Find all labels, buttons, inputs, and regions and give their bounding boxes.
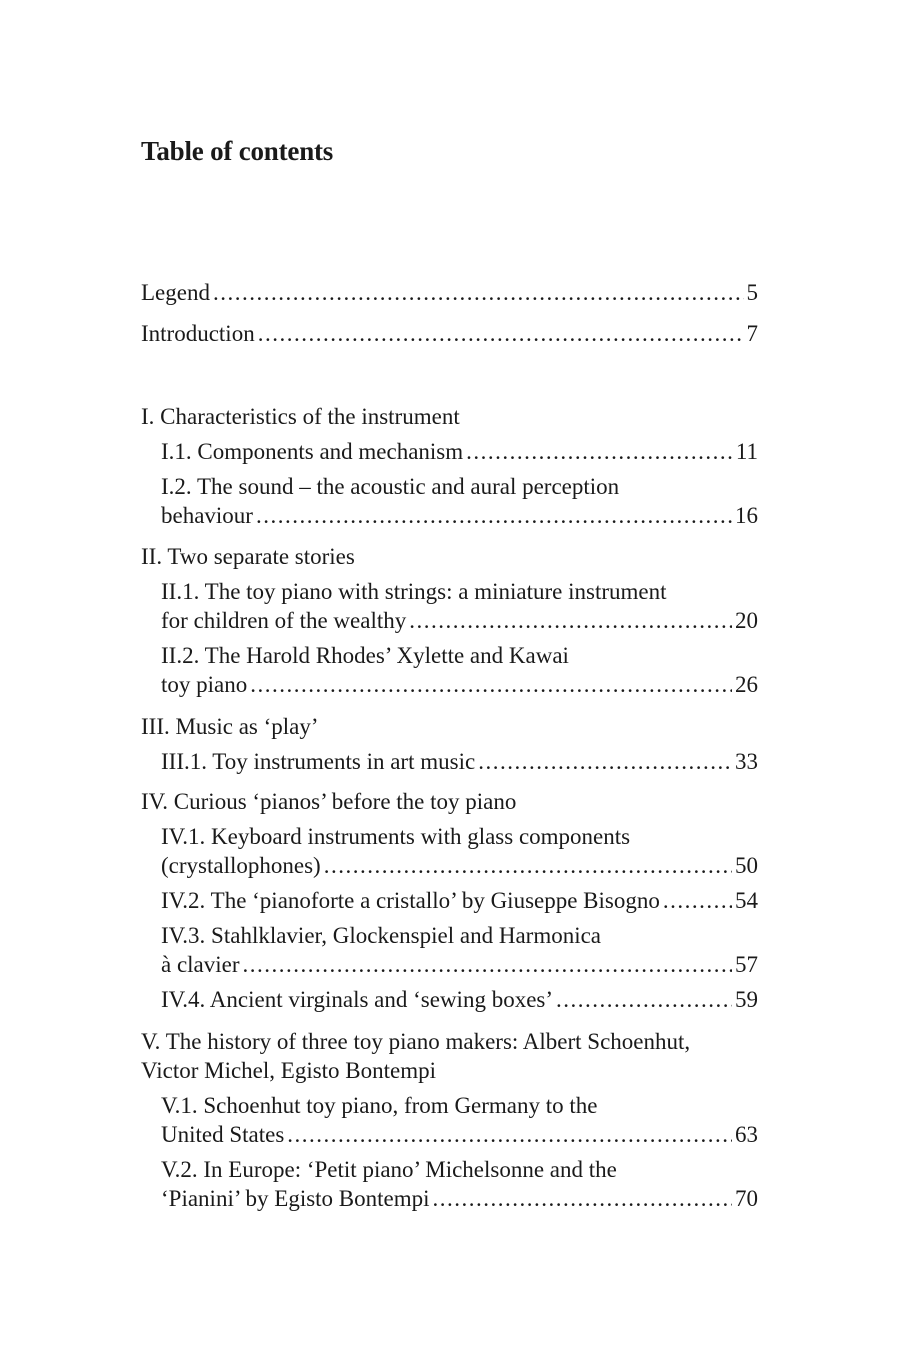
leader-dots bbox=[256, 501, 732, 530]
leader-dots bbox=[213, 278, 744, 307]
toc-entry-page: 16 bbox=[735, 503, 758, 528]
leader-dots bbox=[663, 886, 732, 915]
toc-entry-label: toy piano bbox=[161, 672, 248, 697]
toc-entry-line1[interactable]: IV.1. Keyboard instruments with glass components bbox=[161, 824, 631, 849]
toc-entry-label: Legend bbox=[141, 280, 210, 305]
toc-entry-line1[interactable]: V.1. Schoenhut toy piano, from Germany to the bbox=[161, 1093, 598, 1118]
toc-entry-page: 50 bbox=[735, 853, 758, 878]
toc-entry-line1[interactable]: II.1. The toy piano with strings: a miniature instrument bbox=[161, 579, 667, 604]
toc-entry-label: ‘Pianini’ by Egisto Bontempi bbox=[161, 1186, 430, 1211]
toc-entry-label: United States bbox=[161, 1122, 285, 1147]
toc-entry[interactable] bbox=[141, 670, 758, 699]
toc-entry[interactable] bbox=[141, 747, 758, 776]
chapter-heading[interactable]: V. The history of three toy piano makers: Albert Schoenhut, bbox=[141, 1029, 691, 1054]
chapter-2 bbox=[141, 542, 758, 699]
toc-entry-line1[interactable]: II.2. The Harold Rhodes’ Xylette and Kawai bbox=[161, 643, 569, 668]
leader-dots bbox=[258, 319, 744, 348]
chapter-1 bbox=[141, 402, 758, 530]
leader-dots bbox=[478, 747, 732, 776]
page-title: Table of contents bbox=[141, 136, 334, 166]
toc-entry-label: III.1. Toy instruments in art music bbox=[161, 749, 476, 774]
toc-entry-page: 33 bbox=[735, 749, 758, 774]
toc-entry-page: 11 bbox=[735, 439, 758, 464]
toc-entry-page: 26 bbox=[735, 672, 758, 697]
leader-dots bbox=[466, 437, 733, 466]
chapter-4 bbox=[141, 787, 758, 1014]
toc-entry-introduction[interactable] bbox=[141, 319, 758, 348]
toc-entry-label: Introduction bbox=[141, 321, 255, 346]
toc-entry-label: behaviour bbox=[161, 503, 253, 528]
leader-dots bbox=[556, 985, 732, 1014]
chapter-heading[interactable]: III. Music as ‘play’ bbox=[141, 714, 319, 739]
toc-entry-line1[interactable]: I.2. The sound – the acoustic and aural perception bbox=[161, 474, 620, 499]
front-matter bbox=[141, 278, 758, 348]
toc-entry-label: IV.2. The ‘pianoforte a cristallo’ by Giuseppe Bisogno bbox=[161, 888, 660, 913]
leader-dots bbox=[409, 606, 732, 635]
toc-entry-page: 20 bbox=[735, 608, 758, 633]
toc-entry[interactable] bbox=[141, 606, 758, 635]
toc-entry-label: I.1. Components and mechanism bbox=[161, 439, 464, 464]
toc-entry[interactable] bbox=[141, 1120, 758, 1149]
toc-entry-line1[interactable]: V.2. In Europe: ‘Petit piano’ Michelsonne and the bbox=[161, 1157, 617, 1182]
toc-entry[interactable] bbox=[141, 501, 758, 530]
chapter-heading[interactable]: IV. Curious ‘pianos’ before the toy piano bbox=[141, 789, 517, 814]
toc-entry-page: 70 bbox=[735, 1186, 758, 1211]
chapter-3 bbox=[141, 712, 758, 776]
toc-entry-page: 59 bbox=[735, 987, 758, 1012]
chapter-5 bbox=[141, 1027, 758, 1213]
toc-entry[interactable] bbox=[141, 886, 758, 915]
toc-entry[interactable] bbox=[141, 437, 758, 466]
toc-entry-page: 57 bbox=[735, 952, 758, 977]
toc-entry-page: 5 bbox=[746, 280, 758, 305]
leader-dots bbox=[324, 851, 732, 880]
toc-entry[interactable] bbox=[141, 1184, 758, 1213]
leader-dots bbox=[287, 1120, 732, 1149]
toc-entry-page: 63 bbox=[735, 1122, 758, 1147]
toc-entry-legend[interactable] bbox=[141, 278, 758, 307]
toc-entry[interactable] bbox=[141, 851, 758, 880]
toc-entry-label: à clavier bbox=[161, 952, 240, 977]
chapter-heading-line2[interactable]: Victor Michel, Egisto Bontempi bbox=[141, 1058, 437, 1083]
toc-entry[interactable] bbox=[141, 950, 758, 979]
leader-dots bbox=[243, 950, 732, 979]
toc-entry[interactable] bbox=[141, 985, 758, 1014]
leader-dots bbox=[433, 1184, 732, 1213]
toc-entry-label: IV.4. Ancient virginals and ‘sewing boxes’ bbox=[161, 987, 554, 1012]
chapter-heading[interactable]: I. Characteristics of the instrument bbox=[141, 404, 460, 429]
toc-entry-label: for children of the wealthy bbox=[161, 608, 407, 633]
leader-dots bbox=[250, 670, 732, 699]
toc-entry-page: 54 bbox=[735, 888, 758, 913]
toc-entry-page: 7 bbox=[746, 321, 758, 346]
toc-entry-line1[interactable]: IV.3. Stahlklavier, Glockenspiel and Harmonica bbox=[161, 923, 602, 948]
toc-entry-label: (crystallophones) bbox=[161, 853, 321, 878]
chapter-heading[interactable]: II. Two separate stories bbox=[141, 544, 355, 569]
